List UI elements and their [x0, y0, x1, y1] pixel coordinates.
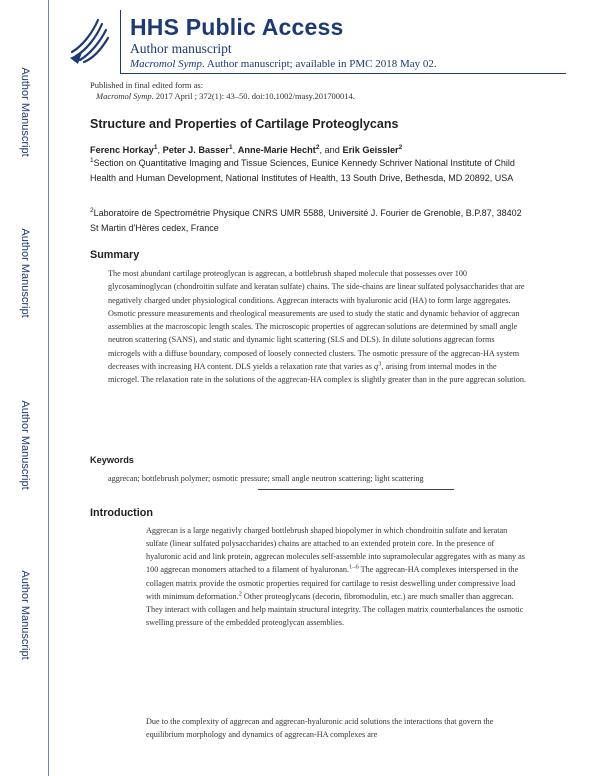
author: Ferenc Horkay [90, 145, 154, 155]
summary-heading: Summary [90, 249, 140, 261]
hhs-journal-line: Macromol Symp. Author manuscript; available in PMC 2018 May 02. [130, 58, 437, 70]
introduction-paragraph-2: Due to the complexity of aggrecan and aggrecan-hyaluronic acid solutions the interactions that govern the equilibrium morphology and dynamics of aggrecan-HA complexes are [146, 717, 494, 740]
hhs-eagle-logo [64, 12, 114, 66]
introduction-paragraph-1: Aggrecan is a large negativly charged bottlebrush shaped biopolymer in which chondroitin sulfate and keratan sulfate (linear sulfated polysaccharides) chains are attached to an extended protein core. In the presence of hyaluronic acid and link protein, aggrecan molecules self-assemble into supramolecular aggregates with as many as 100 aggrecan monomers attached to a filament of hyaluronan.$^{1-6}$ The aggrecan-HA complexes interspersed in the collagen matrix provide the osmotic properties required for cartilage to resist deswelling under compressive load with minimum deformation.$^2$ Other proteoglycans (decorin, fibromodulin, etc.) are much smaller than aggrecan. They interact with collagen and help maintain structural integrity. The collagen matrix counterbalances the osmotic swelling pressure of the embedded proteoglycan assemblies. [146, 526, 525, 628]
side-label-2: Author Manuscript [19, 228, 31, 318]
affiliation-2: $^2$Laboratoire de Spectrométrie Physique CNRS UMR 5588, Université J. Fourier de Grenoble, B.P.87, 38402 St Martin d'Hères cedex, France [90, 207, 522, 233]
side-label-3: Author Manuscript [19, 400, 31, 490]
summary-text: The most abundant cartilage proteoglycan is aggrecan, a bottlebrush shaped molecule that possesses over 100 glycosaminoglycan (chondroitin sulfate and keratan sulfate) chains. The side-chains are linear sulfated polysaccharides that are negatively charged under physiological conditions. Aggrecan interacts with hyaluronic acid (HA) to form large aggregates. Osmotic pressure measurements and rheological measurements are used to study the static and dynamic behavior of aggrecan assemblies at the macroscopic length scales. The microscopic properties of aggrecan solutions are determined by small angle neutron scattering (SANS), and static and dynamic light scattering (SLS and DLS). In dilute solutions aggrecan forms microgels with a diffuse boundary, composed of loosely connected clusters. The osmotic pressure of the aggrecan-HA system decreases with increasing HA content. DLS yields a relaxation rate that varies as $q^3$, arising from internal modes in the microgel. The relaxation rate in the solutions of the aggrecan-HA complex is slightly greater than in the pure aggrecan solution. [108, 269, 526, 385]
side-label-1: Author Manuscript [19, 67, 31, 157]
article-title: Structure and Properties of Cartilage Proteoglycans [90, 117, 399, 131]
side-label-4: Author Manuscript [19, 570, 31, 660]
keywords-rule [258, 489, 454, 490]
published-in: Published in final edited form as: [90, 80, 204, 90]
header-rule [120, 73, 566, 74]
author: Anne-Marie Hecht [237, 145, 316, 155]
header-divider [120, 10, 121, 74]
introduction-heading: Introduction [90, 507, 153, 519]
author: Erik Geissler [342, 145, 399, 155]
hhs-subtitle: Author manuscript [130, 41, 232, 56]
margin-rule [48, 0, 49, 776]
hhs-title: HHS Public Access [130, 14, 344, 40]
keywords-text: aggrecan; bottlebrush polymer; osmotic pressure; small angle neutron scattering; light scattering [108, 474, 424, 483]
keywords-heading: Keywords [90, 455, 134, 465]
author-list: Ferenc Horkay$^1$, Peter J. Basser$^1$, Anne-Marie Hecht$^2$, and Erik Geissler$^2$ [90, 143, 403, 155]
affiliation-1: $^1$Section on Quantitative Imaging and Tissue Sciences, Eunice Kennedy Schriver National Institute of Child Health and Human Development, National Institutes of Health, 13 South Drive, Bethesda, MD 20892, USA [90, 157, 515, 183]
citation: Macromol Symp. 2017 April ; 372(1): 43–50. doi:10.1002/masy.201700014. [96, 91, 355, 101]
author: Peter J. Basser [162, 145, 229, 155]
